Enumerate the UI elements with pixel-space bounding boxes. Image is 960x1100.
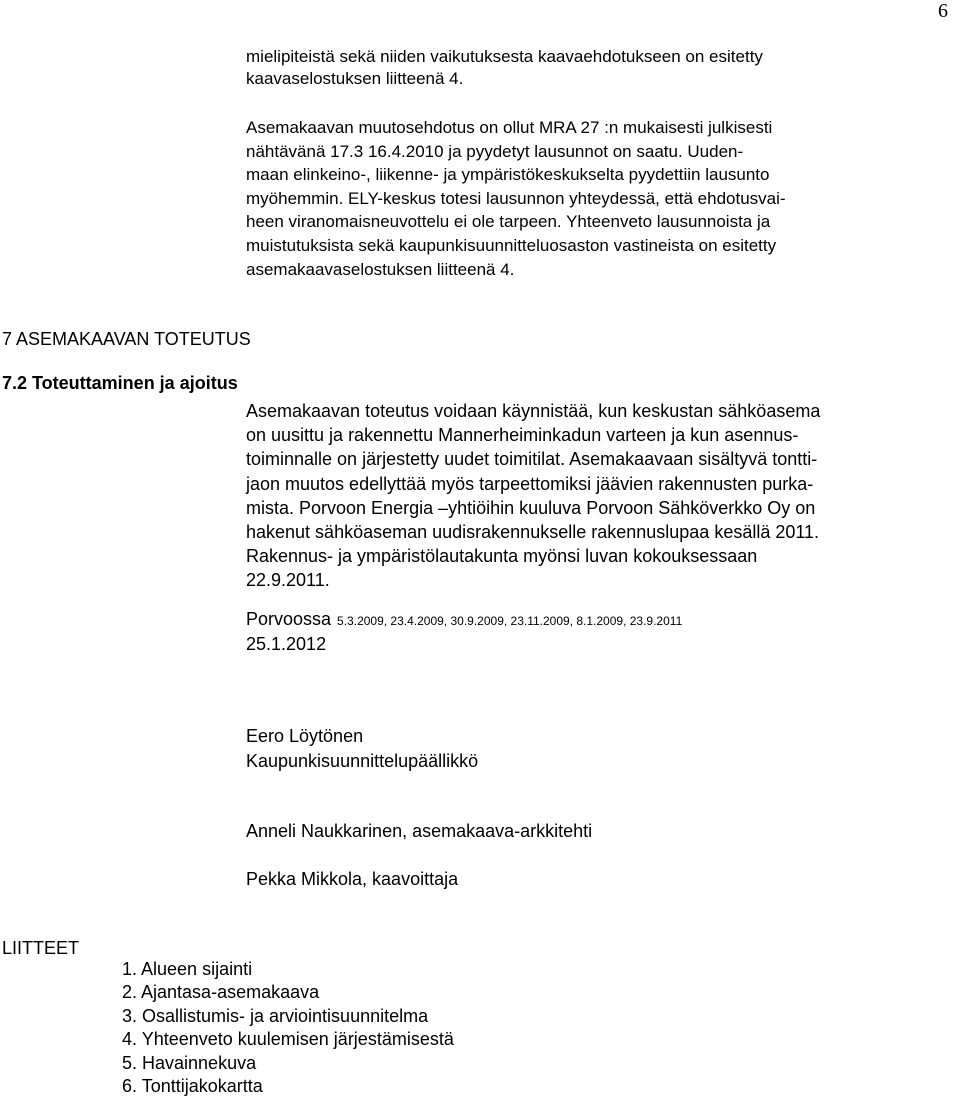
list-item: 3. Osallistumis- ja arviointisuunnitelma (122, 1005, 429, 1026)
list-item: 5. Havainnekuva (122, 1052, 257, 1073)
text-line: heen viranomaisneuvottelu ei ole tarpeen. Yhteenveto lausunnoista ja (246, 212, 771, 232)
text-line: asemakaavaselostuksen liitteenä 4. (246, 259, 515, 279)
signature-name: Eero Löytönen (246, 726, 364, 746)
preparer-planner: Pekka Mikkola, kaavoittaja (246, 869, 459, 889)
text-line: myöhemmin. ELY-keskus totesi lausunnon yhteydessä, että ehdotusvai- (246, 188, 786, 208)
text-line: on uusittu ja rakennettu Mannerheiminkadun varteen ja kun asennus- (246, 425, 799, 446)
section-heading-7: 7 ASEMAKAAVAN TOTEUTUS (2, 329, 251, 349)
text-line: toiminnalle on järjestetty uudet toimitilat. Asemakaavaan sisältyvä tontti- (246, 449, 818, 470)
text-line: hakenut sähköaseman uudisrakennukselle rakennuslupaa kesällä 2011. (246, 522, 820, 543)
text-line: mista. Porvoon Energia –yhtiöihin kuuluva Porvoon Sähköverkko Oy on (246, 497, 816, 518)
page-number: 6 (938, 0, 948, 22)
paragraph-comments (246, 46, 763, 90)
text-line: Rakennus- ja ympäristölautakunta myönsi luvan kokouksessaan (246, 546, 758, 567)
text-line: nähtävänä 17.3 16.4.2010 ja pyydetyt lausunnot on saatu. Uuden- (246, 141, 744, 161)
paragraph-hearing (246, 116, 786, 281)
attachments-heading: LIITTEET (2, 938, 80, 958)
place-and-dates (246, 609, 682, 630)
paragraph-implementation (246, 399, 820, 593)
attachments-list (122, 958, 454, 1098)
list-item: 4. Yhteenveto kuulemisen järjestämisestä (122, 1029, 454, 1050)
list-item: 1. Alueen sijainti (122, 959, 253, 979)
text-line: 22.9.2011. (246, 570, 330, 591)
text-line: kaavaselostuksen liitteenä 4. (246, 69, 464, 88)
list-item: 2. Ajantasa-asemakaava (122, 982, 320, 1003)
text-line: muistutuksista sekä kaupunkisuunnitteluosaston vastineista on esitetty (246, 235, 777, 255)
preparer-architect: Anneli Naukkarinen, asemakaava-arkkitehti (246, 821, 593, 841)
text-line: jaon muutos edellyttää myös tarpeettomiksi jäävien rakennusten purka- (246, 473, 814, 494)
section-heading-7-2: 7.2 Toteuttaminen ja ajoitus (2, 373, 238, 393)
signature-title: Kaupunkisuunnittelupäällikkö (246, 751, 479, 771)
text-line: Asemakaavan toteutus voidaan käynnistää, kun keskustan sähköasema (246, 401, 821, 421)
text-line: mielipiteistä sekä niiden vaikutuksesta kaavaehdotukseen on esitetty (246, 47, 763, 66)
text-line: maan elinkeino-, liikenne- ja ympäristökeskukselta pyydettiin lausunto (246, 165, 770, 185)
final-date: 25.1.2012 (246, 634, 327, 654)
place-label: Porvoossa (246, 609, 332, 629)
text-line: Asemakaavan muutosehdotus on ollut MRA 27 :n mukaisesti julkisesti (246, 118, 773, 137)
list-item: 6. Tonttijakokartta (122, 1076, 263, 1097)
revision-dates: 5.3.2009, 23.4.2009, 30.9.2009, 23.11.2009, 8.1.2009, 23.9.2011 (337, 614, 683, 628)
